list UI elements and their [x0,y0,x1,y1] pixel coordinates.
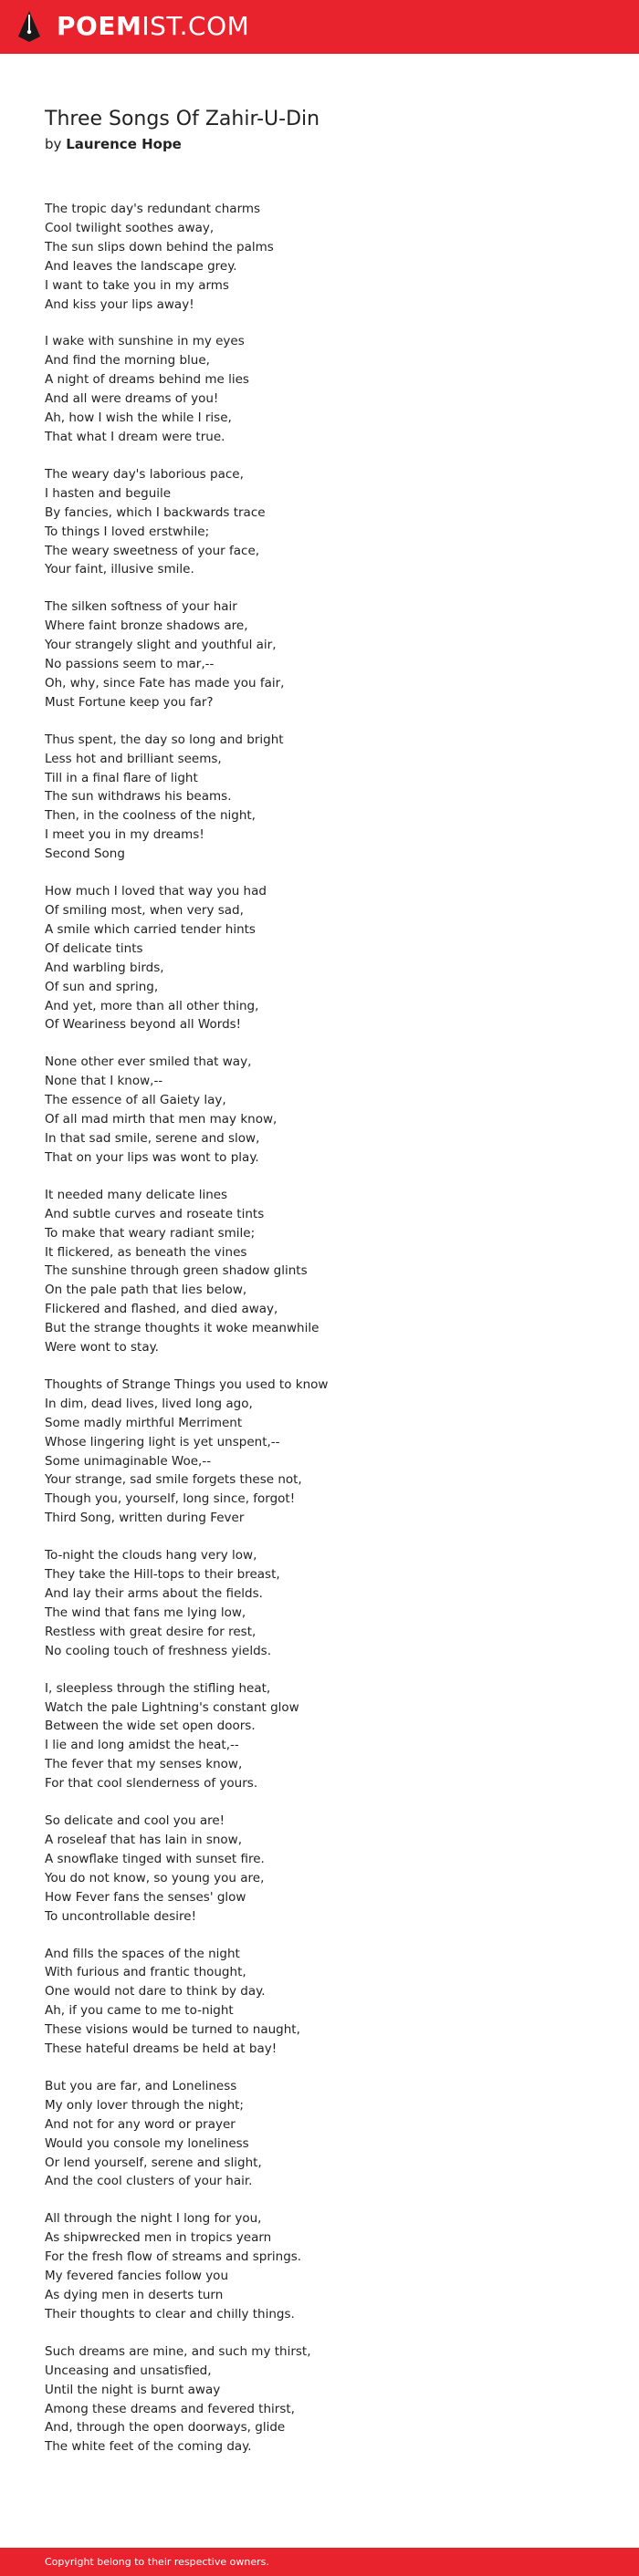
stanza [45,2077,592,2191]
poem-line: The weary sweetness of your face, [45,543,260,558]
poem-line: To uncontrollable desire! [45,1908,196,1924]
poem-line: A roseleaf that has lain in snow, [45,1832,243,1847]
poem-line: That on your lips was wont to play. [45,1149,259,1165]
poem-line: A night of dreams behind me lies [45,372,249,388]
site-footer [0,2548,639,2576]
poem-title: Three Songs Of Zahir-U-Din [45,108,320,130]
poem-line: And all were dreams of you! [45,391,219,407]
poem-line: And fills the spaces of the night [45,1946,240,1961]
stanza [45,1053,592,1167]
poem-line: A smile which carried tender hints [45,921,256,937]
poem-body [45,200,592,2475]
poem-line: The wind that fans me lying low, [45,1605,246,1620]
poem-line: In dim, dead lives, lived long ago, [45,1396,253,1411]
poem-line: Oh, why, since Fate has made you fair, [45,675,285,691]
author-link[interactable]: Laurence Hope [66,136,182,152]
poem-line: I lie and long amidst the heat,-- [45,1738,239,1753]
site-logo-link[interactable] [57,12,249,41]
stanza [45,1186,592,1357]
poem-line: Were wont to stay. [45,1340,159,1356]
poem-line: These hateful dreams be held at bay! [45,2041,278,2057]
poem-line: Thoughts of Strange Things you used to know [45,1376,329,1392]
poem-line: Unceasing and unsatisfied, [45,2363,212,2378]
byline-prefix: by [45,136,62,152]
stanza [45,1376,592,1528]
stanza [45,597,592,712]
poem-line: Or lend yourself, serene and slight, [45,2155,262,2170]
poem-line: As dying men in deserts turn [45,2288,224,2302]
stanza [45,332,592,446]
poem-line: And lay their arms about the fields. [45,1586,263,1601]
poem-line: And, through the open doorways, glide [45,2420,286,2436]
stanza [45,465,592,579]
poem-line: For that cool slenderness of yours. [45,1776,258,1792]
poem-line: How much I loved that way you had [45,884,267,899]
poem-line: The sun slips down behind the palms [45,239,274,254]
poem-line: Until the night is burnt away [45,2382,221,2397]
poem-line: Whose lingering light is yet unspent,-- [45,1434,280,1449]
poem-line: One would not dare to think by day. [45,1984,266,2000]
poem-line: As shipwrecked men in tropics yearn [45,2230,272,2246]
poem-line: The weary day's laborious pace, [45,466,244,482]
poem-line: My only lover through the night; [45,2097,244,2113]
poem-line: My fevered fancies follow you [45,2269,228,2284]
poem-line: No passions seem to mar,-- [45,657,215,672]
poem-line: The fever that my senses know, [45,1757,243,1772]
poem-line: So delicate and cool you are! [45,1813,225,1829]
poem-line: Though you, yourself, long since, forgot! [45,1491,296,1507]
poem-line: Then, in the coolness of the night, [45,808,256,824]
pen-nib-icon[interactable] [17,11,41,42]
poem-line: Of Weariness beyond all Words! [45,1017,242,1033]
poem-line: The sun withdraws his beams. [45,789,232,805]
poem-line: The silken softness of your hair [45,599,237,615]
poem-line: Of delicate tints [45,940,143,956]
poem-line: Would you console my loneliness [45,2135,249,2151]
poem-line: Ah, if you came to me to-night [45,2003,234,2019]
poem-line: The tropic day's redundant charms [45,202,261,216]
poem-byline [45,135,182,153]
poem-line: Where faint bronze shadows are, [45,618,248,634]
poem-line: Second Song [45,847,125,862]
poem-line: And kiss your lips away! [45,296,194,312]
poem-line: Their thoughts to clear and chilly things. [45,2306,295,2322]
poem-line: You do not know, so young you are, [45,1870,265,1885]
poem-line: With furious and frantic thought, [45,1965,246,1980]
poem-line: Cool twilight soothes away, [45,220,215,235]
poem-line: But the strange thoughts it woke meanwhile [45,1321,320,1336]
poem-line: On the pale path that lies below, [45,1283,247,1298]
stanza [45,1945,592,2059]
poem-line: Restless with great desire for rest, [45,1624,257,1639]
poem-line: To-night the clouds hang very low, [45,1548,257,1563]
poem-line: Less hot and brilliant seems, [45,751,222,766]
poem-line: And yet, more than all other thing, [45,998,259,1013]
poem-line: Of sun and spring, [45,979,159,994]
poem-line: A snowflake tinged with sunset fire. [45,1851,265,1866]
poem-line: Your strangely slight and youthful air, [45,638,277,653]
stanza [45,1546,592,1660]
poem-line: By fancies, which I backwards trace [45,504,266,520]
poem-line: But you are far, and Loneliness [45,2078,237,2093]
poem-line: Thus spent, the day so long and bright [45,732,284,747]
poem-line: The sunshine through green shadow glints [45,1263,308,1279]
poem-line: It needed many delicate lines [45,1187,228,1202]
stanza [45,1812,592,1926]
poem-line: Your strange, sad smile forgets these not, [45,1472,302,1488]
poem-line: And subtle curves and roseate tints [45,1206,265,1221]
stanza [45,1679,592,1793]
poem-line: All through the night I long for you, [45,2211,262,2227]
stanza [45,2342,592,2457]
poem-line: And the cool clusters of your hair. [45,2174,253,2189]
poem-line: And leaves the landscape grey. [45,258,237,274]
poem-line: For the fresh flow of streams and springs. [45,2249,302,2265]
poem-line: Of smiling most, when very sad, [45,903,244,918]
poem-line: None other ever smiled that way, [45,1054,252,1070]
poem-line: And find the morning blue, [45,353,210,369]
poem-line: The essence of all Gaiety lay, [45,1093,226,1108]
poem-line: None that I know,-- [45,1074,163,1089]
poem-line: Between the wide set open doors. [45,1719,256,1734]
poem-line: That what I dream were true. [45,429,225,444]
poem-line: I wake with sunshine in my eyes [45,334,245,349]
poem-line: No cooling touch of freshness yields. [45,1643,272,1658]
poem-line: Flickered and flashed, and died away, [45,1302,278,1317]
poem-line: It flickered, as beneath the vines [45,1244,247,1260]
poem-line: Some madly mirthful Merriment [45,1415,243,1430]
poem-line: Such dreams are mine, and such my thirst, [45,2343,311,2359]
poem-line: Must Fortune keep you far? [45,694,214,710]
poem-line: Till in a final flare of light [45,770,198,785]
site-header [0,0,639,54]
poem-line: I want to take you in my arms [45,277,229,293]
poem-line: Your faint, illusive smile. [45,562,194,577]
stanza [45,2209,592,2323]
poem-line: And warbling birds, [45,960,164,975]
poem-line: To make that weary radiant smile; [45,1225,256,1241]
stanza [45,731,592,864]
stanza [45,882,592,1034]
poem-line: They take the Hill-tops to their breast, [45,1567,280,1583]
brand-name-strong: POEM [57,11,142,41]
poem-line: These visions would be turned to naught, [45,2022,300,2038]
poem-line: I meet you in my dreams! [45,827,204,843]
poem-line: Watch the pale Lightning's constant glow [45,1699,299,1715]
poem-line: How Fever fans the senses' glow [45,1889,246,1905]
poem-line: And not for any word or prayer [45,2116,236,2132]
poem-line: The white feet of the coming day. [45,2439,252,2455]
poem-line: I hasten and beguile [45,485,172,501]
poem-line: I, sleepless through the stifling heat, [45,1680,271,1696]
poem-line: In that sad smile, serene and slow, [45,1130,260,1146]
poem-line: Some unimaginable Woe,-- [45,1453,212,1469]
poem-line: Of all mad mirth that men may know, [45,1112,278,1127]
poem-line: Among these dreams and fevered thirst, [45,2401,295,2416]
copyright-notice: Copyright belong to their respective owners. [45,2556,269,2568]
brand-name-light: IST.COM [141,11,250,41]
stanza [45,200,592,314]
poem-line: Third Song, written during Fever [45,1511,245,1526]
poem-line: Ah, how I wish the while I rise, [45,410,232,426]
poem-line: To things I loved erstwhile; [45,524,210,539]
